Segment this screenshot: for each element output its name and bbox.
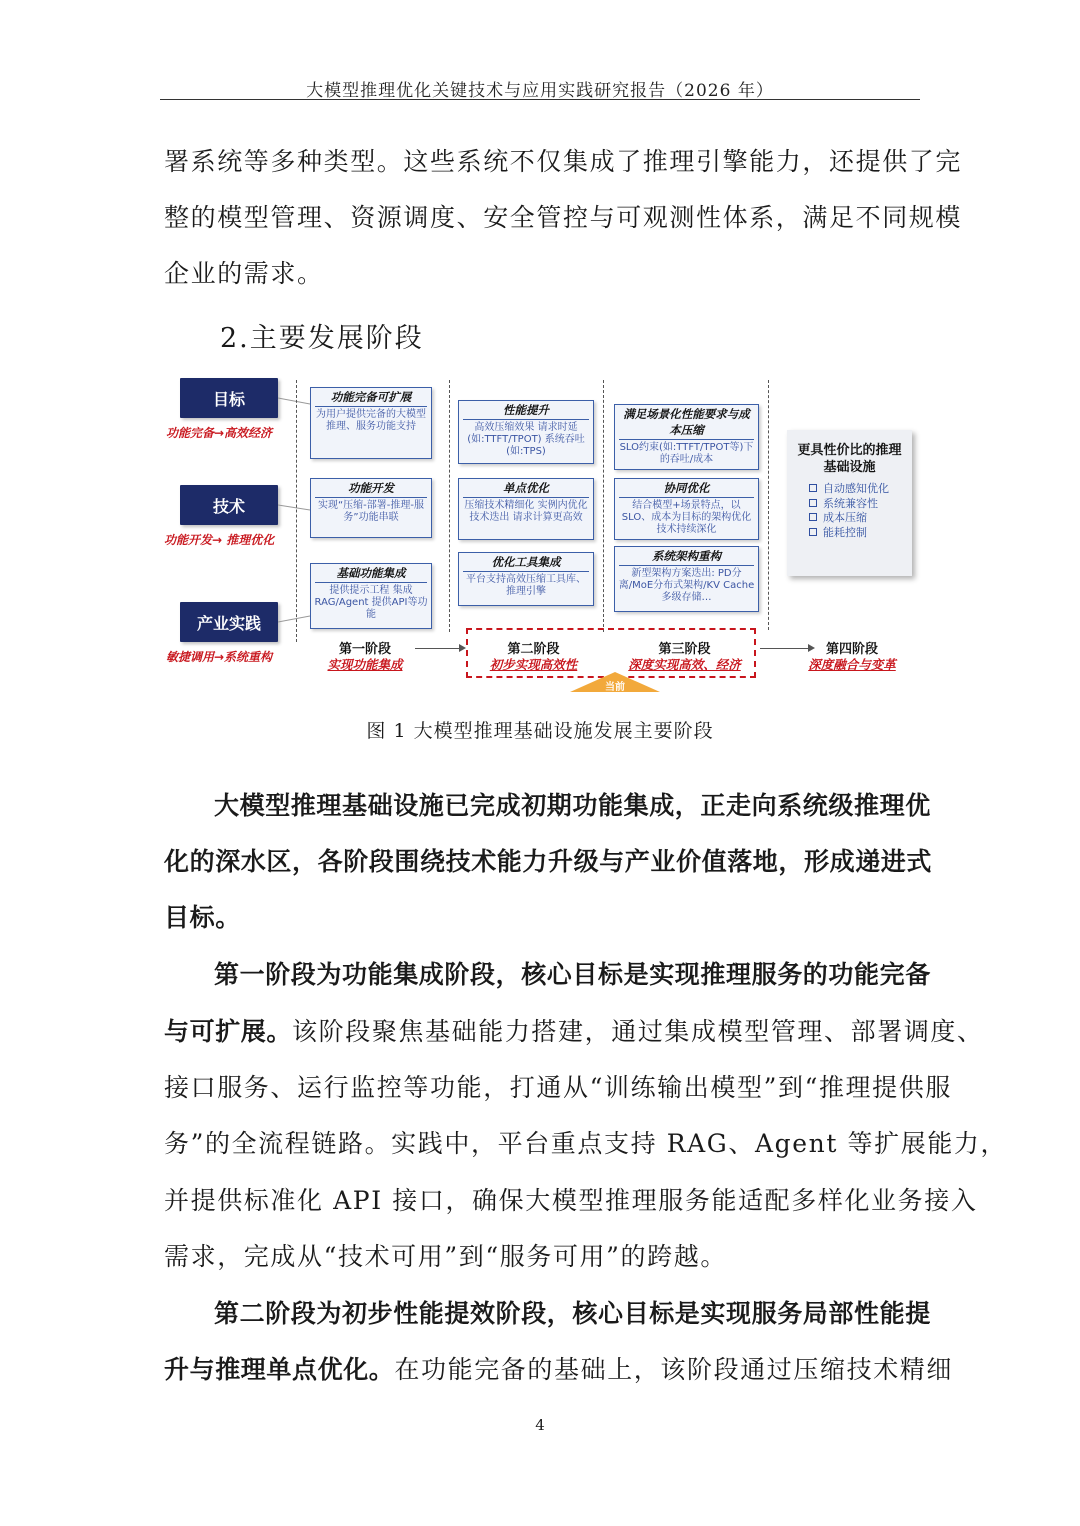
stage-separator bbox=[603, 380, 604, 632]
intro-line-3: 企业的需求。 bbox=[164, 259, 324, 288]
para2-line-3: 接口服务、运行监控等功能，打通从“训练输出模型”到“推理提供服 bbox=[164, 1073, 952, 1102]
final-outcome-box bbox=[787, 430, 912, 576]
final-outcome-list bbox=[787, 482, 912, 540]
stage3-card-tech bbox=[614, 478, 759, 540]
page-number: 4 bbox=[535, 1416, 545, 1434]
para2-line-1: 第一阶段为功能集成阶段，核心目标是实现推理服务的功能完备 bbox=[214, 960, 931, 989]
para3-line-2: 升与推理单点优化。在功能完备的基础上，该阶段通过压缩技术精细 bbox=[164, 1355, 954, 1384]
current-marker-label: 当前 bbox=[605, 682, 625, 693]
card-title: 功能开发 bbox=[315, 479, 427, 498]
card-title: 协同优化 bbox=[619, 479, 754, 498]
stage2-card-tech bbox=[458, 478, 594, 540]
para1-line-1: 大模型推理基础设施已完成初期功能集成，正走向系统级推理优 bbox=[214, 791, 931, 820]
final-outcome-item: 成本压缩 bbox=[809, 511, 912, 526]
final-outcome-title: 更具性价比的推理基础设施 bbox=[797, 443, 902, 475]
final-outcome-item: 能耗控制 bbox=[809, 526, 912, 541]
card-body: 实现“压缩-部署-推理-服务”功能串联 bbox=[317, 500, 424, 523]
row-sub-goal: 功能完备→高效经济 bbox=[166, 426, 273, 440]
row-label-industry: 产业实践 bbox=[180, 602, 278, 642]
final-outcome-item: 系统兼容性 bbox=[809, 497, 912, 512]
card-title: 满足场景化性能要求与成本压缩 bbox=[619, 405, 754, 440]
row-label-goal: 目标 bbox=[180, 378, 278, 418]
card-title: 基础功能集成 bbox=[315, 564, 427, 583]
card-title: 性能提升 bbox=[463, 401, 589, 420]
card-body: 结合模型+场景特点，以SLO、成本为目标的架构优化技术持续深化 bbox=[621, 500, 752, 535]
final-outcome-item: 自动感知优化 bbox=[809, 482, 912, 497]
stage3-card-industry bbox=[614, 546, 759, 612]
section-heading: 2.主要发展阶段 bbox=[220, 323, 424, 354]
row-label-tech: 技术 bbox=[180, 485, 278, 525]
card-title: 优化工具集成 bbox=[463, 553, 589, 572]
stage3-desc: 深度实现高效、经济 bbox=[628, 657, 741, 672]
para2-line-2: 与可扩展。该阶段聚焦基础能力搭建，通过集成模型管理、部署调度、 bbox=[164, 1017, 984, 1046]
stage-separator bbox=[768, 380, 769, 630]
para1-line-2: 化的深水区，各阶段围绕技术能力升级与产业价值落地，形成递进式 bbox=[164, 847, 933, 876]
stage2-title: 第二阶段 bbox=[507, 642, 560, 657]
card-body: SLO约束(如:TTFT/TPOT等)下的吞吐/成本 bbox=[619, 442, 754, 465]
card-body: 高效压缩效果 请求时延(如:TTFT/TPOT) 系统吞吐(如:TPS) bbox=[467, 422, 585, 457]
card-title: 功能完备可扩展 bbox=[315, 388, 427, 407]
card-title: 单点优化 bbox=[463, 479, 589, 498]
stage2-desc: 初步实现高效性 bbox=[489, 657, 578, 672]
stages-diagram bbox=[160, 370, 920, 695]
stage1-desc: 实现功能集成 bbox=[327, 657, 403, 672]
figure-caption: 图 1 大模型推理基础设施发展主要阶段 bbox=[366, 720, 714, 742]
intro-line-1: 署系统等多种类型。这些系统不仅集成了推理引擎能力，还提供了完 bbox=[164, 147, 963, 176]
stage4-title: 第四阶段 bbox=[825, 642, 878, 657]
stage3-title: 第三阶段 bbox=[658, 642, 711, 657]
card-title: 系统架构重构 bbox=[619, 547, 754, 566]
row-sub-industry: 敏捷调用→系统重构 bbox=[166, 650, 273, 664]
stage2-card-goal bbox=[458, 400, 594, 464]
stage-arrow-head bbox=[459, 644, 466, 652]
para1-line-3: 目标。 bbox=[164, 903, 241, 932]
stage1-card-goal bbox=[310, 387, 432, 459]
stage-arrow bbox=[415, 648, 459, 649]
para2-line-5: 并提供标准化 API 接口，确保大模型推理服务能适配多样化业务接入 bbox=[164, 1186, 978, 1215]
running-header: 大模型推理优化关键技术与应用实践研究报告（2026 年） bbox=[306, 81, 774, 101]
intro-line-2: 整的模型管理、资源调度、安全管控与可观测性体系，满足不同规模 bbox=[164, 203, 963, 232]
stage3-card-goal bbox=[614, 404, 759, 470]
stage1-card-tech bbox=[310, 478, 432, 538]
card-body: 为用户提供完备的大模型推理、服务功能支持 bbox=[316, 409, 426, 432]
stage-separator bbox=[449, 380, 450, 632]
para2-line-4: 务”的全流程链路。实践中，平台重点支持 RAG、Agent 等扩展能力， bbox=[164, 1129, 1008, 1158]
stage1-card-industry bbox=[310, 563, 432, 629]
header-rule bbox=[160, 99, 920, 100]
para2-line-6: 需求，完成从“技术可用”到“服务可用”的跨越。 bbox=[164, 1242, 727, 1271]
card-body: 平台支持高效压缩工具库、推理引擎 bbox=[466, 574, 586, 597]
card-body: 压缩技术精细化 实例内优化技术迭出 请求计算更高效 bbox=[464, 500, 588, 523]
card-body: 新型架构方案迭出: PD分离/MoE分布式架构/KV Cache多级存储… bbox=[618, 568, 755, 603]
stage4-desc: 深度融合与变革 bbox=[808, 657, 896, 672]
row-sub-tech: 功能开发→ 推理优化 bbox=[164, 533, 275, 547]
stage1-title: 第一阶段 bbox=[338, 642, 391, 657]
card-body: 提供提示工程 集成RAG/Agent 提供API等功能 bbox=[314, 585, 428, 620]
para3-line-1: 第二阶段为初步性能提效阶段，核心目标是实现服务局部性能提 bbox=[214, 1299, 931, 1328]
stage2-card-industry bbox=[458, 552, 594, 606]
stage-separator bbox=[296, 380, 297, 642]
